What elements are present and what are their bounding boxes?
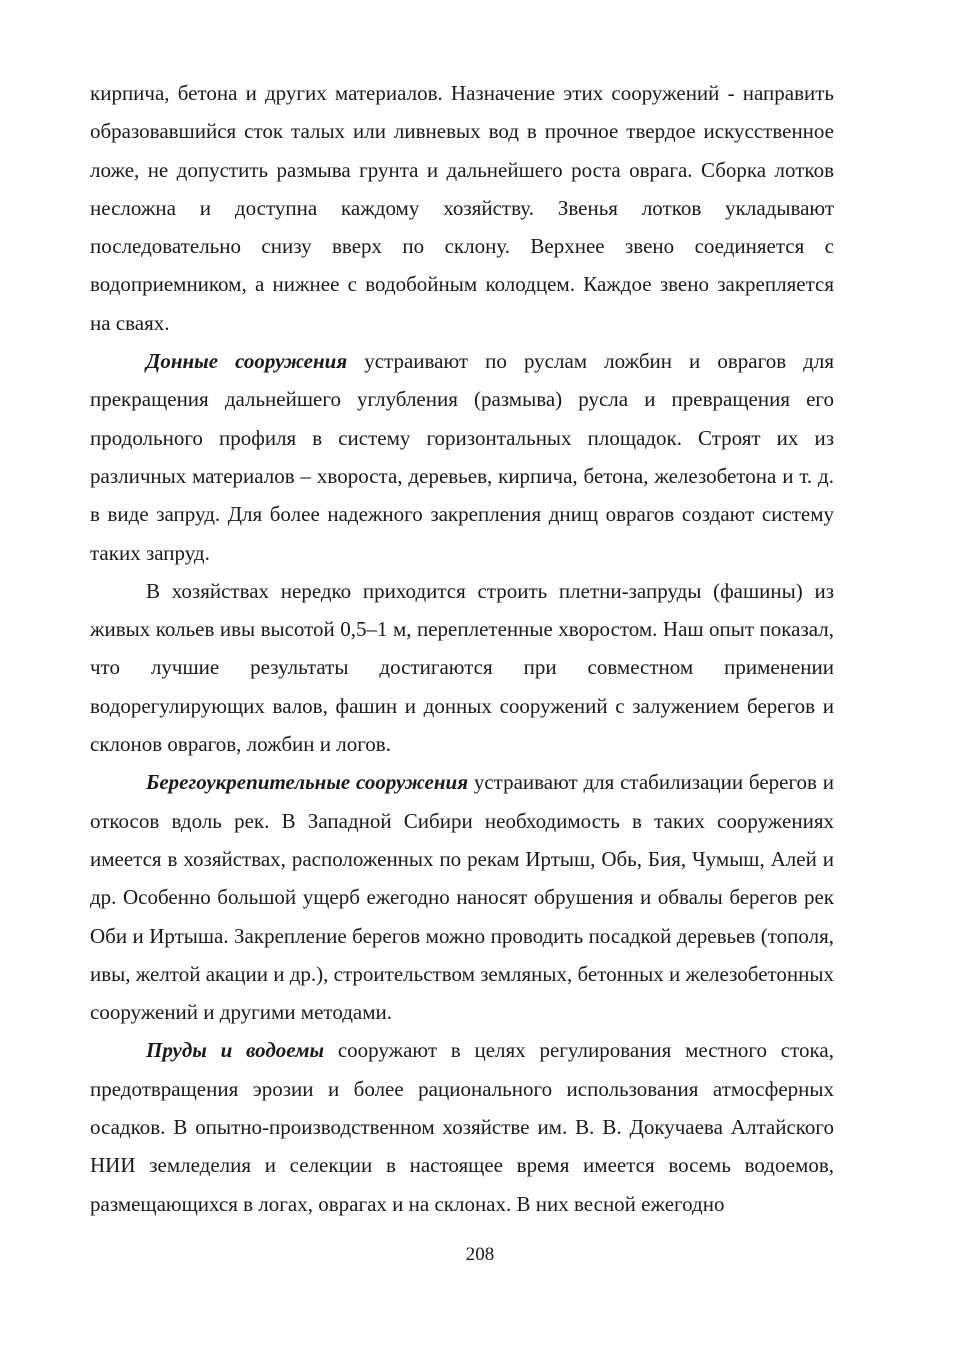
page-body <box>90 74 834 1223</box>
paragraph-1 <box>90 74 834 342</box>
paragraph-2-term: Донные сооружения <box>146 349 348 374</box>
paragraph-3-text: В хозяйствах нередко приходится строить плетни-запруды (фашины) из живых кольев ивы высотой 0,5–1 м, переплетенные хворостом. Наш опыт показал, что лучшие результаты достигаются при совместном применении водорегулирующих валов, фашин и донных сооружений с залужением берегов и склонов оврагов, ложбин и логов. <box>90 578 834 757</box>
paragraph-1-text: кирпича, бетона и других материалов. Назначение этих сооружений - направить образовавшийся сток талых или ливневых вод в прочное твердое искусственное ложе, не допустить размыва грунта и дальнейшего роста оврага. Сборка лотков несложна и доступна каждому хозяйству. Звенья лотков укладывают последовательно снизу вверх по склону. Верхнее звено соединяется с водоприемником, а нижнее с водобойным колодцем. Каждое звено закрепляется на сваях. <box>90 81 834 335</box>
page-number: 208 <box>465 1244 495 1265</box>
paragraph-2 <box>90 342 834 572</box>
paragraph-5-term: Пруды и водоемы <box>146 1038 325 1063</box>
paragraph-2-text: устраивают по руслам ложбин и оврагов для прекращения дальнейшего углубления (размыва) русла и превращения его продольного профиля в систему горизонтальных площадок. Строят их из различных материалов – хвороста, деревьев, кирпича, бетона, железобетона и т. д. в виде запруд. Для более надежного закрепления днищ оврагов создают систему таких запруд. <box>90 349 834 565</box>
paragraph-5 <box>90 1031 834 1222</box>
paragraph-4-term: Берегоукрепительные сооружения <box>146 770 469 795</box>
paragraph-3 <box>90 572 834 763</box>
paragraph-4-text: устраивают для стабилизации берегов и откосов вдоль рек. В Западной Сибири необходимость в таких сооружениях имеется в хозяйствах, расположенных по рекам Иртыш, Обь, Бия, Чумыш, Алей и др. Особенно большой ущерб ежегодно наносят обрушения и обвалы берегов рек Оби и Иртыша. Закрепление берегов можно проводить посадкой деревьев (тополя, ивы, желтой акации и др.), строительством земляных, бетонных и железобетонных сооружений и другими методами. <box>90 770 834 1025</box>
paragraph-4 <box>90 763 834 1031</box>
paragraph-5-text: сооружают в целях регулирования местного стока, предотвращения эрозии и более рационального использования атмосферных осадков. В опытно-производственном хозяйстве им. В. В. Докучаева Алтайского НИИ земледелия и селекции в настоящее время имеется восемь водоемов, размещающихся в логах, оврагах и на склонах. В них весной ежегодно <box>90 1038 834 1216</box>
